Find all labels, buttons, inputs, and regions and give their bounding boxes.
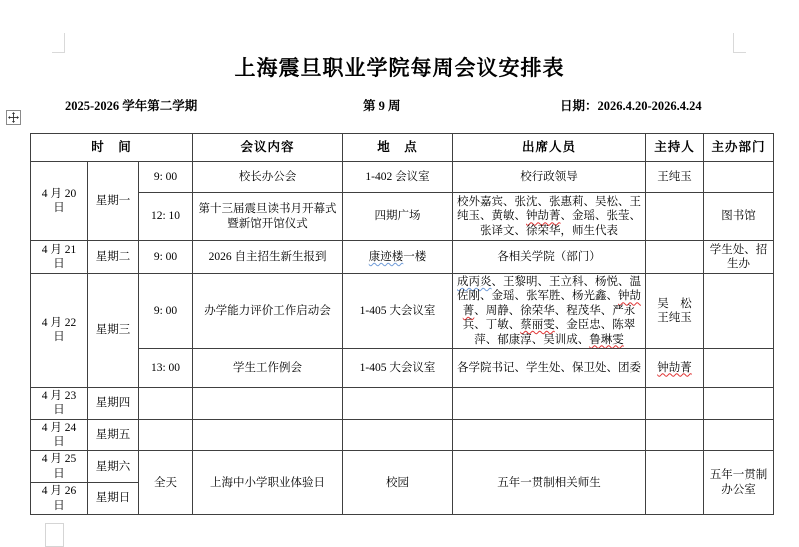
cell-attendees-r7[interactable] (453, 419, 646, 451)
header-host[interactable]: 主持人 (646, 134, 704, 162)
cell-content-r4[interactable]: 办学能力评价工作启动会 (193, 274, 343, 349)
cell-content-r5[interactable]: 学生工作例会 (193, 348, 343, 387)
cell-location-r4[interactable]: 1-405 大会议室 (343, 274, 453, 349)
spellcheck-marked-text: 钟劼菁 (657, 361, 692, 374)
spellcheck-marked-text: 成丙炎 (457, 276, 492, 288)
cell-host-r2[interactable] (646, 193, 704, 241)
cell-content-r3[interactable]: 2026 自主招生新生报到 (193, 241, 343, 274)
table-row (31, 274, 774, 349)
plain-text: 、金臣忠、陈翠萍、郁康淳、吴训成、 (474, 319, 636, 346)
cell-date-apr25[interactable]: 4 月 25 日 (31, 451, 88, 483)
header-content[interactable]: 会议内容 (193, 134, 343, 162)
header-location[interactable]: 地 点 (343, 134, 453, 162)
date-range-label[interactable]: 日期：2026.4.20-2026.4.24 (560, 99, 702, 113)
table-row (31, 241, 774, 274)
cell-content-r6[interactable] (193, 387, 343, 419)
cell-department-r7[interactable] (704, 419, 774, 451)
cell-host-r1[interactable]: 王纯玉 (646, 162, 704, 193)
cell-time-r5[interactable]: 13: 00 (139, 348, 193, 387)
table-row (31, 451, 774, 483)
cell-time-r4[interactable]: 9: 00 (139, 274, 193, 349)
table-move-handle-icon[interactable] (6, 110, 21, 125)
page-margin-corner-top-right (733, 33, 746, 53)
plain-text: 、金瑶、张莹、张译文、徐荣华，师生代表 (480, 210, 642, 237)
spellcheck-marked-text: 康迹楼 (368, 250, 404, 263)
weekly-schedule-table (30, 133, 774, 515)
page-margin-corner-top-left (52, 33, 65, 53)
move-arrows-icon (8, 112, 19, 123)
cell-location-r5[interactable]: 1-405 大会议室 (343, 348, 453, 387)
cell-content-weekend[interactable]: 上海中小学职业体验日 (193, 451, 343, 515)
next-table-handle-partial (45, 523, 64, 547)
table-header-row (31, 134, 774, 162)
plain-text: 校外嘉宾、张沈、张惠莉、吴松、王纯玉、黄敏、 (457, 195, 642, 223)
cell-host-r5[interactable] (646, 348, 704, 387)
cell-date-apr23[interactable]: 4 月 23 日 (31, 387, 88, 419)
cell-attendees-r1[interactable]: 校行政领导 (453, 162, 646, 193)
cell-time-r1[interactable]: 9: 00 (139, 162, 193, 193)
cell-department-r6[interactable] (704, 387, 774, 419)
cell-date-apr24[interactable]: 4 月 24 日 (31, 419, 88, 451)
table-row (31, 387, 774, 419)
cell-weekday-saturday[interactable]: 星期六 (88, 451, 139, 483)
cell-content-r7[interactable] (193, 419, 343, 451)
cell-department-weekend[interactable]: 五年一贯制办公室 (704, 451, 774, 515)
semester-label[interactable]: 2025-2026 学年第二学期 (65, 99, 198, 113)
cell-content-r2[interactable]: 第十三届震旦读书月开幕式暨新馆开馆仪式 (193, 193, 343, 241)
page-title[interactable]: 上海震旦职业学院每周会议安排表 (234, 57, 565, 80)
cell-time-r2[interactable]: 12: 10 (139, 193, 193, 241)
spellcheck-marked-text: 钟劼菁 (462, 290, 642, 317)
cell-weekday-wednesday[interactable]: 星期三 (88, 274, 139, 388)
cell-date-apr21[interactable]: 4 月 21 日 (31, 241, 88, 274)
table-row (31, 348, 774, 387)
cell-time-r3[interactable]: 9: 00 (139, 241, 193, 274)
header-time[interactable]: 时 间 (31, 134, 193, 162)
cell-host-r7[interactable] (646, 419, 704, 451)
cell-host-r4[interactable] (646, 274, 704, 349)
cell-department-r2[interactable]: 图书馆 (704, 193, 774, 241)
host-line-2: 王纯玉 (657, 311, 692, 324)
spellcheck-marked-text: 鲁琳雯 (589, 333, 624, 346)
cell-department-r3[interactable]: 学生处、招生办 (704, 241, 774, 274)
cell-weekday-sunday[interactable]: 星期日 (88, 483, 139, 515)
cell-date-apr20[interactable]: 4 月 20 日 (31, 162, 88, 241)
cell-department-r1[interactable] (704, 162, 774, 193)
cell-location-r1[interactable]: 1-402 会议室 (343, 162, 453, 193)
cell-attendees-r3[interactable]: 各相关学院（部门） (453, 241, 646, 274)
spellcheck-marked-text: 蔡丽雯 (520, 319, 555, 332)
cell-attendees-r4[interactable] (453, 274, 646, 349)
cell-host-r6[interactable] (646, 387, 704, 419)
cell-host-r3[interactable] (646, 241, 704, 274)
table-row (31, 419, 774, 451)
header-attendees[interactable]: 出席人员 (453, 134, 646, 162)
spellcheck-marked-text: 钟劼菁 (526, 210, 561, 223)
cell-time-r6[interactable] (139, 387, 193, 419)
cell-department-r5[interactable] (704, 348, 774, 387)
cell-department-r4[interactable] (704, 274, 774, 349)
cell-attendees-r2[interactable] (453, 193, 646, 241)
table-row (31, 193, 774, 241)
cell-attendees-r5[interactable]: 各学院书记、学生处、保卫处、团委 (453, 348, 646, 387)
plain-text: 、王黎明、王立科、杨悦、温佐刚、金瑶、张军胜、杨光鑫、 (457, 276, 642, 303)
cell-weekday-monday[interactable]: 星期一 (88, 162, 139, 241)
plain-text: 、周静、徐荣华、程茂华、严永兵、丁敏、 (462, 304, 636, 332)
plain-text: 一楼 (403, 250, 427, 263)
cell-attendees-r6[interactable] (453, 387, 646, 419)
cell-location-r3[interactable] (343, 241, 453, 274)
cell-date-apr26[interactable]: 4 月 26 日 (31, 483, 88, 515)
cell-content-r1[interactable]: 校长办公会 (193, 162, 343, 193)
cell-weekday-tuesday[interactable]: 星期二 (88, 241, 139, 274)
cell-weekday-friday[interactable]: 星期五 (88, 419, 139, 451)
cell-location-weekend[interactable]: 校园 (343, 451, 453, 515)
cell-location-r7[interactable] (343, 419, 453, 451)
cell-weekday-thursday[interactable]: 星期四 (88, 387, 139, 419)
host-line-1: 吴 松 (657, 297, 692, 310)
cell-location-r6[interactable] (343, 387, 453, 419)
cell-time-weekend[interactable]: 全天 (139, 451, 193, 515)
table-row (31, 162, 774, 193)
week-label[interactable]: 第 9 周 (363, 99, 401, 113)
cell-date-apr22[interactable]: 4 月 22 日 (31, 274, 88, 388)
cell-host-weekend[interactable] (646, 451, 704, 515)
cell-attendees-weekend[interactable]: 五年一贯制相关师生 (453, 451, 646, 515)
cell-location-r2[interactable]: 四期广场 (343, 193, 453, 241)
cell-time-r7[interactable] (139, 419, 193, 451)
header-department[interactable]: 主办部门 (704, 134, 774, 162)
